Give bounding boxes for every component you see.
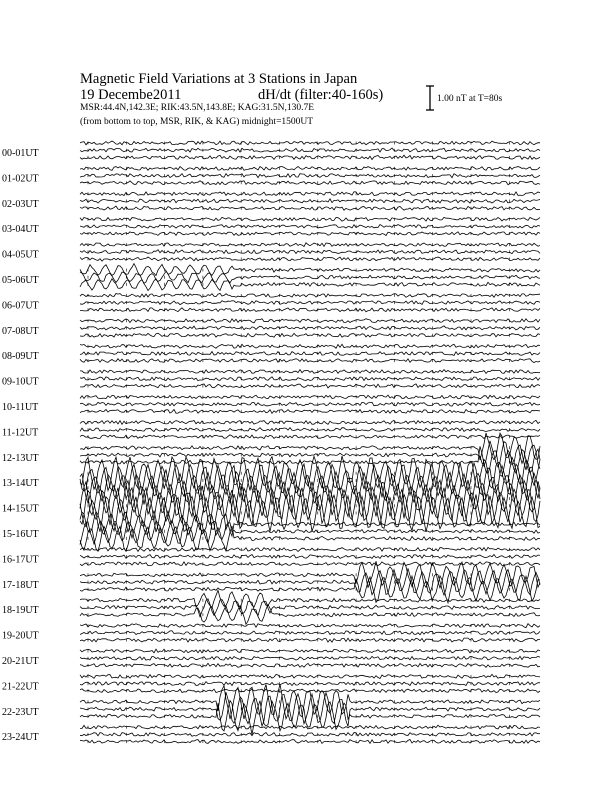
row-label: 05-06UT xyxy=(2,275,39,286)
row-label: 01-02UT xyxy=(2,173,39,185)
row-label: 00-01UT xyxy=(2,148,39,159)
row-label: 10-11UT xyxy=(2,402,39,413)
row-label: 16-17UT xyxy=(2,554,39,566)
row-label: 07-08UT xyxy=(2,325,39,337)
row-label: 18-19UT xyxy=(2,605,39,617)
row-label: 06-07UT xyxy=(2,300,39,312)
row-label: 22-23UT xyxy=(2,706,39,718)
row-label: 08-09UT xyxy=(2,351,39,363)
row-label: 12-13UT xyxy=(2,452,39,464)
row-label: 20-21UT xyxy=(2,656,39,667)
row-label: 21-22UT xyxy=(2,681,39,693)
row-label: 11-12UT xyxy=(2,427,39,439)
row-label: 04-05UT xyxy=(2,249,39,261)
row-label: 19-20UT xyxy=(2,630,39,642)
chart-quantity: dH/dt (filter:40-160s) xyxy=(258,87,384,103)
row-label: 13-14UT xyxy=(2,478,39,490)
row-label: 03-04UT xyxy=(2,224,39,236)
chart-date: 19 Decembe2011 xyxy=(80,87,182,103)
row-label: 02-03UT xyxy=(2,198,39,210)
chart-title: Magnetic Field Variations at 3 Stations in Japan xyxy=(80,71,358,87)
trace-order-note: (from bottom to top, MSR, RIK, & KAG) midnight=1500UT xyxy=(80,117,314,127)
row-label: 15-16UT xyxy=(2,529,39,540)
station-coordinates: MSR:44.4N,142.3E; RIK:43.5N,143.8E; KAG:31.5N,130.7E xyxy=(80,103,315,113)
scale-bar-label: 1.00 nT at T=80s xyxy=(437,94,503,104)
row-label: 17-18UT xyxy=(2,579,39,591)
row-label: 09-10UT xyxy=(2,376,39,388)
row-label: 23-24UT xyxy=(2,732,39,744)
row-label: 14-15UT xyxy=(2,503,39,515)
